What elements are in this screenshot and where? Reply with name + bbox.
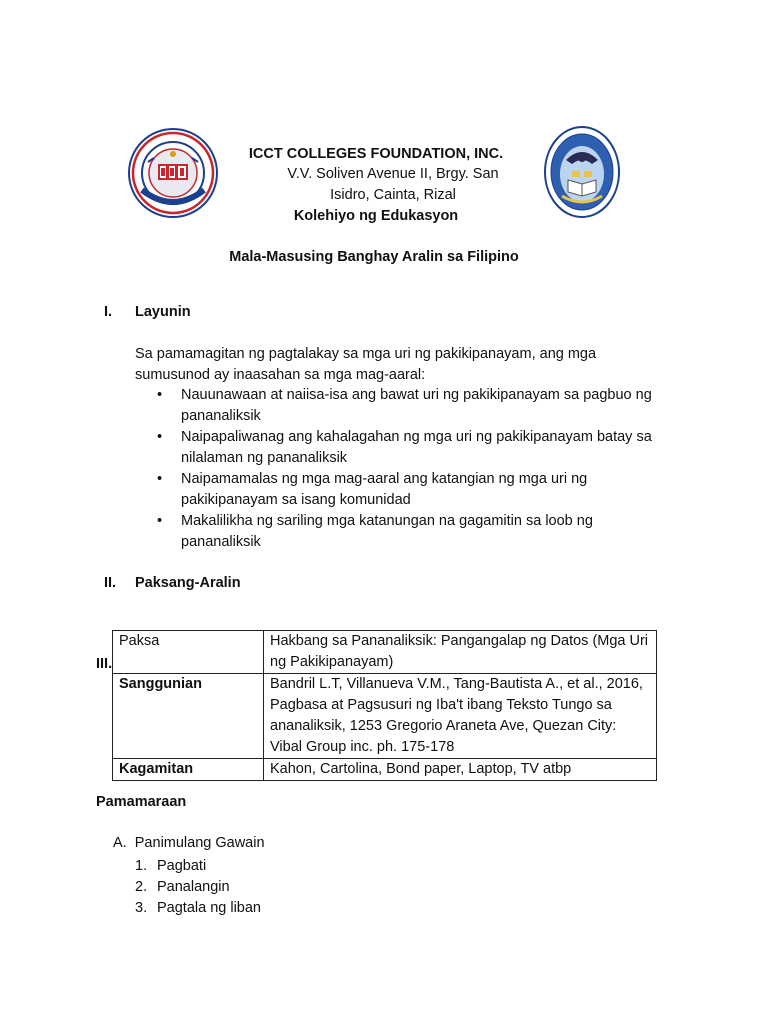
procedure-heading: Pamamaraan <box>96 794 187 810</box>
list-item: • Nauunawaan at naiisa-isa ang bawat uri ng pakikipanayam sa pagbuo ng pananaliksik <box>135 385 675 427</box>
subheading-marker: A. <box>113 835 127 851</box>
procedure-steps <box>135 856 261 919</box>
table-label-cell: Kagamitan <box>113 759 264 781</box>
table-row <box>113 674 657 759</box>
school-address: V.V. Soliven Avenue II, Brgy. San Isidro, Cainta, Rizal <box>287 166 499 203</box>
step-number: 3. <box>135 900 148 916</box>
step-text: Panalangin <box>157 879 230 895</box>
icct-logo <box>128 128 218 218</box>
step-text: Pagtala ng liban <box>157 900 261 916</box>
list-item <box>135 856 261 877</box>
step-number: 1. <box>135 858 148 874</box>
table-value-cell: Bandril L.T, Villanueva V.M., Tang-Bautista A., et al., 2016, Pagbasa at Pagsusuri ng Iba't ibang Teksto Tungo sa ananaliksik, 1253 Gregorio Araneta Ave, Quezan City: Vibal Group inc. ph. 175-178 <box>264 674 657 759</box>
table-label-cell: Sanggunian <box>113 674 264 759</box>
list-item <box>135 898 261 919</box>
subject-matter-table <box>112 630 657 781</box>
list-item: • Makalilikha ng sariling mga katanungan na gagamitin sa loob ng pananaliksik <box>135 511 675 553</box>
section-1-heading: Layunin <box>135 304 191 320</box>
section-1-number: I. <box>104 304 113 320</box>
college-name: Kolehiyo ng Edukasyon <box>293 208 459 224</box>
objectives-list <box>135 385 675 553</box>
list-item: • Naipapaliwanag ang kahalagahan ng mga uri ng pakikipanayam batay sa nilalaman ng pananaliksik <box>135 427 675 469</box>
objectives-intro: Sa pamamagitan ng pagtalakay sa mga uri ng pakikipanayam, ang mga sumusunod ay inaasahan sa mga mag-aaral: <box>135 346 597 383</box>
document-title: Mala-Masusing Banghay Aralin sa Filipino <box>229 249 519 265</box>
table-value-cell: Hakbang sa Pananaliksik: Pangangalap ng Datos (Mga Uri ng Pakikipanayam) <box>264 631 657 674</box>
list-item <box>135 877 261 898</box>
table-row <box>113 631 657 674</box>
table-row <box>113 759 657 781</box>
table-label-cell: Paksa <box>113 631 264 674</box>
subheading-label: Panimulang Gawain <box>134 835 265 851</box>
list-item: • Naipamamalas ng mga mag-aaral ang katangian ng mga uri ng pakikipanayam sa isang komunidad <box>135 469 675 511</box>
school-name: ICCT COLLEGES FOUNDATION, INC. <box>248 146 504 162</box>
college-of-teacher-education-logo <box>544 126 620 218</box>
step-number: 2. <box>135 879 148 895</box>
table-value-cell: Kahon, Cartolina, Bond paper, Laptop, TV atbp <box>264 759 657 781</box>
step-text: Pagbati <box>157 858 207 874</box>
section-3-number: III. <box>96 656 113 672</box>
section-2-heading: Paksang-Aralin <box>135 575 241 591</box>
procedure-subheading-a <box>113 835 265 851</box>
section-2-number: II. <box>104 575 117 591</box>
